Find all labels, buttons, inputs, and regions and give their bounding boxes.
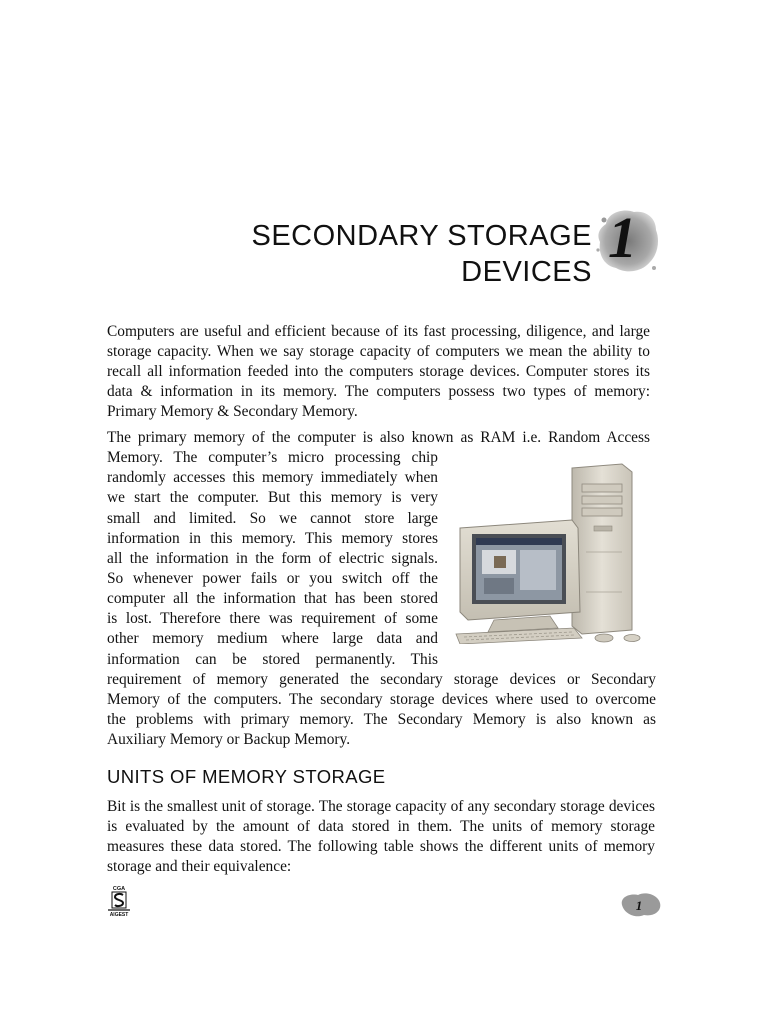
desktop-computer-image — [454, 462, 660, 644]
wrapped-line: So whenever power fails or you switch off the — [107, 570, 438, 587]
page-number-badge — [618, 889, 662, 919]
wrapped-line: we start the computer. But this memory is very — [107, 489, 438, 506]
paragraph-2-line-1: The primary memory of the computer is also known as RAM i.e. Random Access — [107, 429, 650, 446]
wrapped-line: is lost. Therefore there was requirement of some — [107, 610, 438, 627]
ink-splash-icon — [618, 889, 662, 919]
section-heading: UNITS OF MEMORY STORAGE — [107, 766, 386, 787]
wrapped-line: information can be stored permanently. This — [107, 651, 438, 668]
wrapped-line: all the information in the form of electric signals. — [107, 550, 438, 567]
intro-paragraph: Computers are useful and efficient because of its fast processing, diligence, and large storage capacity. When we say storage capacity of computers we mean the ability to recall all information feeded into the computers storage devices. Computer stores its data & information in its memory. The computers possess two types of memory: Primary Memory & Secondary Memory. — [107, 323, 650, 420]
wrapped-line: small and limited. So we cannot store large — [107, 510, 438, 527]
chapter-title-line-1: SECONDARY STORAGE — [251, 220, 592, 252]
wrapped-line: information in this memory. This memory stores — [107, 530, 438, 547]
section-paragraph: Bit is the smallest unit of storage. The storage capacity of any secondary storage devices is evaluated by the amount of data stored in them. The units of memory storage measures these data stored. The following table shows the different units of memory storage and their equivalence: — [107, 798, 655, 875]
wrapped-line: computer all the information that has been stored — [107, 590, 438, 607]
publisher-logo-icon — [104, 884, 134, 918]
last-line: Auxiliary Memory or Backup Memory. — [107, 731, 351, 748]
chapter-number-badge — [594, 206, 662, 276]
logo-text-top: CGA — [112, 886, 126, 892]
full-line: Memory of the computers. The secondary storage devices where used to overcome — [107, 691, 656, 708]
wrapped-line: other memory medium where large data and — [107, 630, 438, 647]
chapter-title-line-2: DEVICES — [461, 256, 592, 288]
full-line: requirement of memory generated the secondary storage devices or Secondary — [107, 671, 656, 688]
chapter-number: 1 — [608, 205, 637, 270]
publisher-logo — [104, 884, 134, 918]
wrapped-line: Memory. The computer’s micro processing chip — [107, 449, 438, 466]
page-number: 1 — [635, 898, 643, 913]
full-line: the problems with primary memory. The Secondary Memory is also known as — [107, 711, 656, 728]
logo-text-bottom: AIGEST — [109, 912, 129, 918]
wrapped-line: randomly accesses this memory immediately when — [107, 469, 438, 486]
chapter-title — [180, 218, 592, 290]
